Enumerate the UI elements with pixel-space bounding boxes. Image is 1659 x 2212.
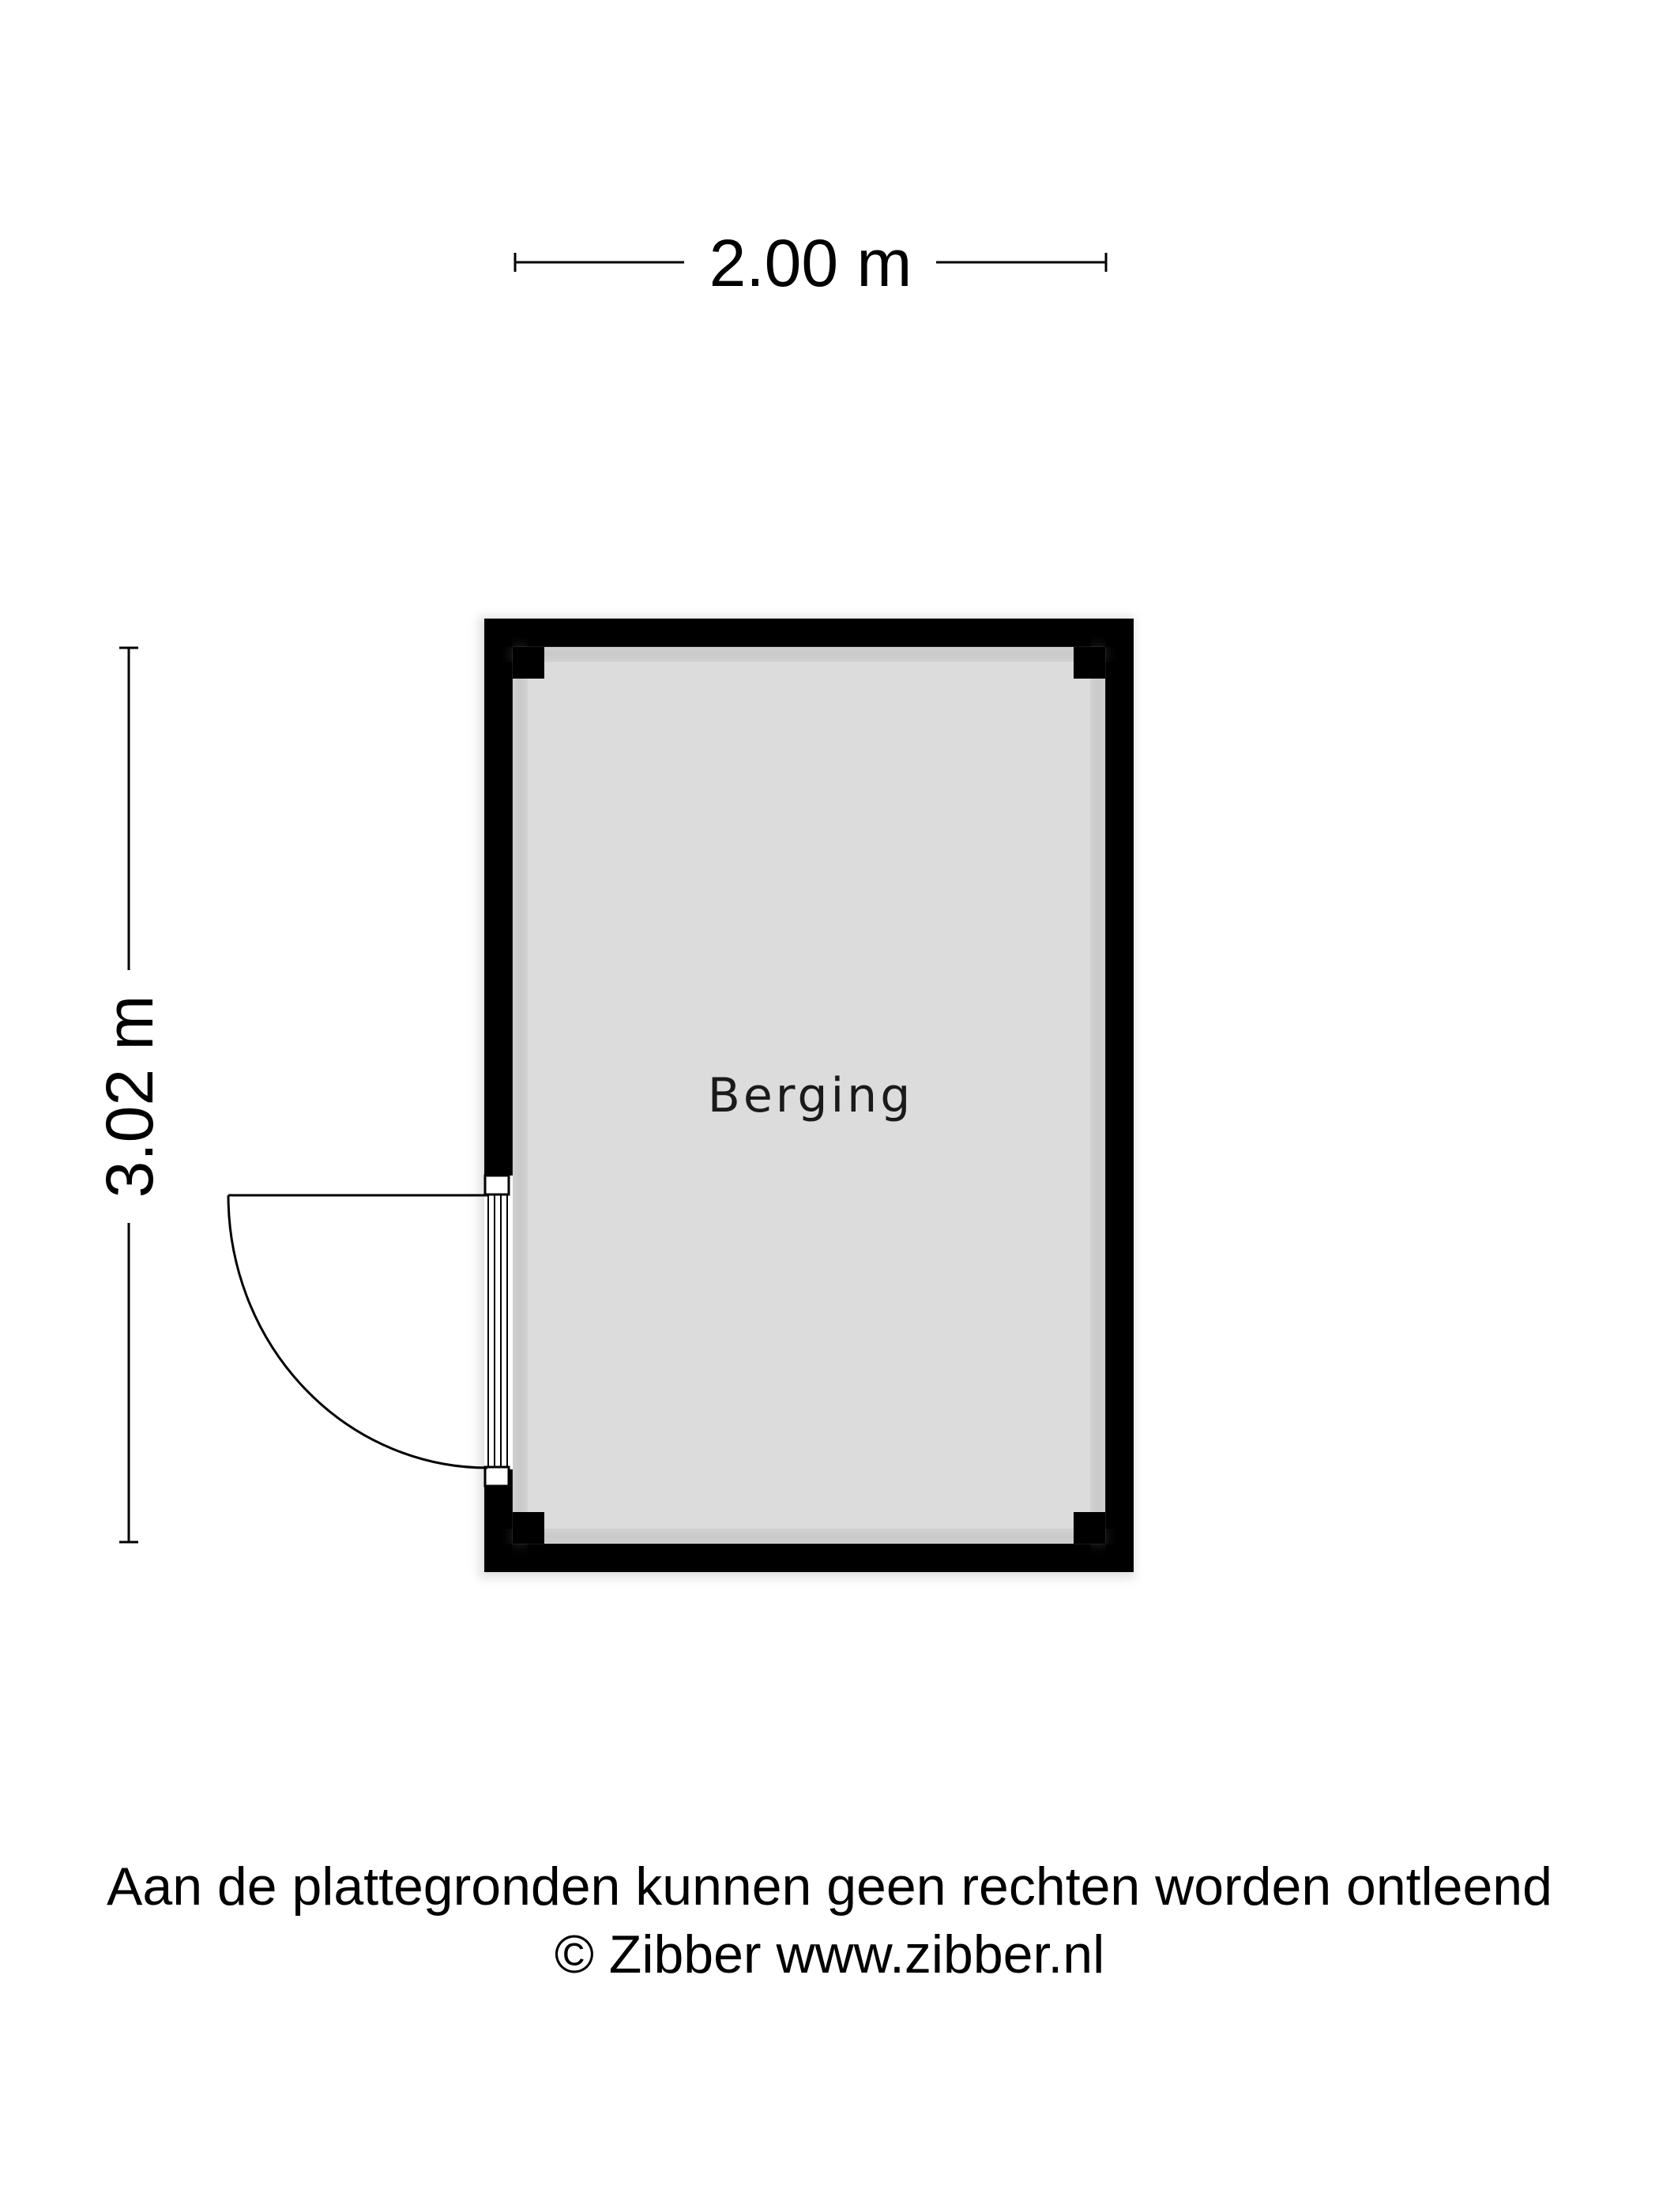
disclaimer-text: Aan de plattegronden kunnen geen rechten worden ontleend [107, 1856, 1552, 1917]
width-dimension [515, 226, 1106, 300]
height-dimension [92, 648, 167, 1542]
door-jamb-top [485, 1176, 509, 1194]
door-jamb-bottom [485, 1467, 509, 1486]
width-dimension-label: 2.00 m [709, 226, 912, 300]
corner-post-bottom-left [513, 1512, 544, 1544]
room-label-berging: Berging [707, 1068, 914, 1123]
corner-post-bottom-right [1074, 1512, 1105, 1544]
door [228, 1176, 513, 1486]
door-swing-arc [228, 1195, 487, 1468]
copyright-text: © Zibber www.zibber.nl [554, 1924, 1105, 1984]
corner-post-top-left [513, 647, 544, 679]
height-dimension-label: 3.02 m [92, 995, 167, 1198]
corner-post-top-right [1074, 647, 1105, 679]
